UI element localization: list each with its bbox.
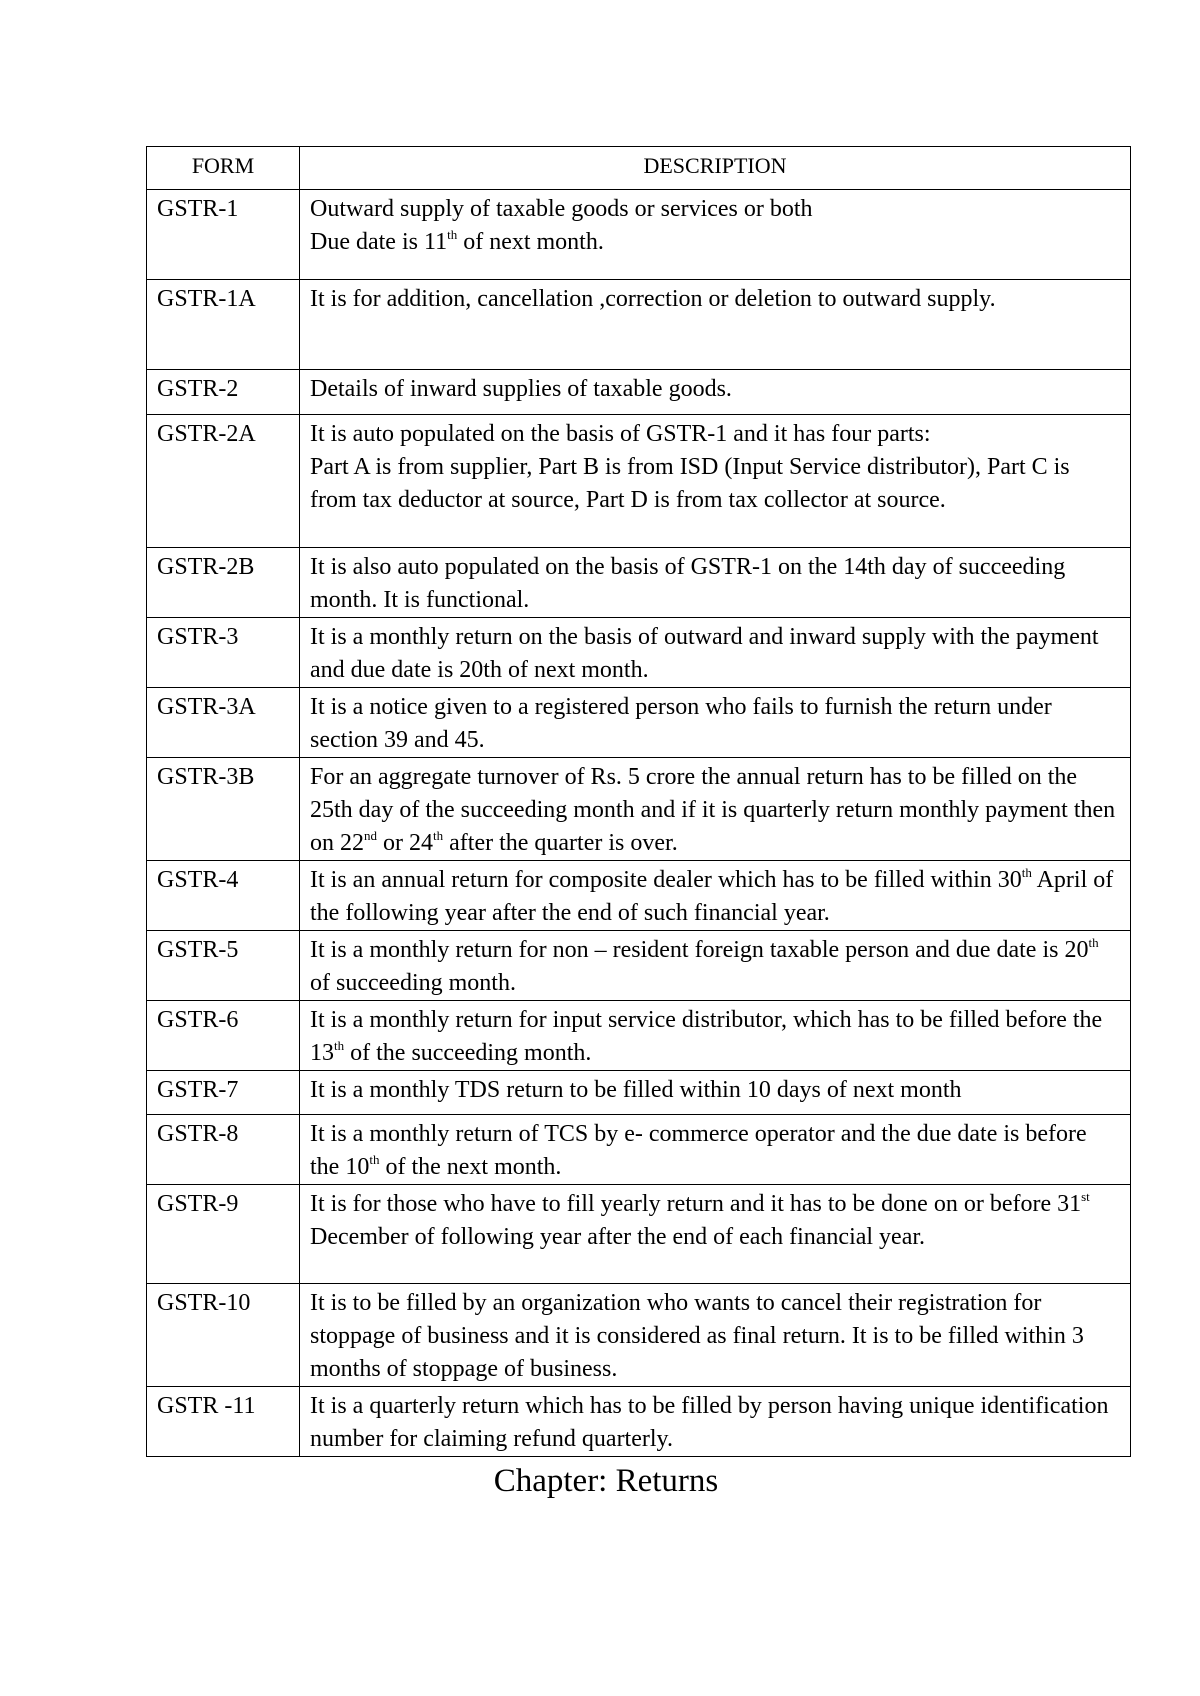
table-row	[147, 370, 1131, 415]
form-code-cell: GSTR-1	[147, 190, 300, 280]
description-line	[310, 1004, 1120, 1070]
description-text: It is a quarterly return which has to be filled by person having unique identification number for claiming refund quarterly.	[310, 1393, 1109, 1452]
description-line	[310, 1074, 1120, 1107]
form-column-header: FORM	[147, 147, 300, 190]
form-code-cell: GSTR-3A	[147, 688, 300, 758]
description-cell	[300, 1071, 1131, 1115]
table-row	[147, 280, 1131, 370]
description-text: It is also auto populated on the basis of GSTR-1 on the 14th day of succeeding month. It is functional.	[310, 554, 1066, 613]
description-line	[310, 1287, 1120, 1386]
description-cell	[300, 548, 1131, 618]
form-code-cell: GSTR-4	[147, 861, 300, 931]
table-body	[147, 190, 1131, 1457]
description-line	[310, 418, 1120, 451]
description-text: April of the following year after the end of such financial year.	[310, 867, 1114, 926]
gst-returns-table	[146, 146, 1131, 1457]
description-text: Outward supply of taxable goods or services or both	[310, 196, 813, 222]
description-text: Due date is 11	[310, 229, 448, 255]
table-row	[147, 1115, 1131, 1185]
description-text: It is for addition, cancellation ,correction or deletion to outward supply.	[310, 286, 996, 312]
description-line	[310, 1188, 1120, 1254]
table-row	[147, 1071, 1131, 1115]
ordinal-superscript: th	[334, 1038, 345, 1053]
table-row	[147, 758, 1131, 861]
table-row	[147, 190, 1131, 280]
description-cell	[300, 1387, 1131, 1457]
ordinal-superscript: th	[1021, 865, 1032, 880]
ordinal-superscript: th	[447, 227, 458, 242]
table-row	[147, 861, 1131, 931]
form-code-cell: GSTR-7	[147, 1071, 300, 1115]
form-code-cell: GSTR-5	[147, 931, 300, 1001]
description-text: For an aggregate turnover of Rs. 5 crore the annual return has to be filled on the 25th day of the succeeding month and if it is quarterly return monthly payment then on 22	[310, 764, 1116, 856]
description-line	[310, 761, 1120, 860]
form-code-cell: GSTR-1A	[147, 280, 300, 370]
description-text: of next month.	[457, 229, 604, 255]
table-header-row	[147, 147, 1131, 190]
description-text: It is a monthly return on the basis of outward and inward supply with the payment and due date is 20th of next month.	[310, 624, 1099, 683]
form-code-cell: GSTR-10	[147, 1284, 300, 1387]
description-line	[310, 934, 1120, 1000]
ordinal-superscript: th	[433, 828, 444, 843]
description-text: or 24	[377, 830, 433, 856]
description-line	[310, 864, 1120, 930]
description-text: Part A is from supplier, Part B is from ISD (Input Service distributor), Part C is from tax deductor at source, Part D is from tax collector at source.	[310, 454, 1070, 513]
description-cell	[300, 415, 1131, 548]
table-row	[147, 1185, 1131, 1284]
table-row	[147, 1001, 1131, 1071]
description-line	[310, 193, 1120, 226]
description-text: It is a monthly return for non – resident foreign taxable person and due date is 20	[310, 937, 1089, 963]
description-line	[310, 451, 1120, 517]
form-code-cell: GSTR-2B	[147, 548, 300, 618]
description-text: It is for those who have to fill yearly return and it has to be done on or before 31	[310, 1191, 1082, 1217]
description-line	[310, 283, 1120, 316]
description-cell	[300, 280, 1131, 370]
description-cell	[300, 931, 1131, 1001]
form-code-cell: GSTR-3B	[147, 758, 300, 861]
form-code-cell: GSTR-6	[147, 1001, 300, 1071]
form-code-cell: GSTR-3	[147, 618, 300, 688]
description-text: of succeeding month.	[310, 970, 516, 996]
description-line	[310, 1390, 1120, 1456]
form-code-cell: GSTR-2	[147, 370, 300, 415]
description-text: after the quarter is over.	[443, 830, 678, 856]
table-row	[147, 618, 1131, 688]
description-cell	[300, 861, 1131, 931]
description-cell	[300, 1185, 1131, 1284]
description-text: It is a monthly return for input service distributor, which has to be filled before the 13	[310, 1007, 1103, 1066]
description-text: It is a monthly return of TCS by e- commerce operator and the due date is before the 10	[310, 1121, 1087, 1180]
description-text: It is to be filled by an organization who wants to cancel their registration for stoppage of business and it is considered as final return. It is to be filled within 3 months of stoppage of business.	[310, 1290, 1084, 1382]
table-row	[147, 415, 1131, 548]
description-cell	[300, 370, 1131, 415]
form-code-cell: GSTR-2A	[147, 415, 300, 548]
description-line	[310, 621, 1120, 687]
description-line	[310, 373, 1120, 406]
description-text: It is an annual return for composite dealer which has to be filled within 30	[310, 867, 1022, 893]
description-line	[310, 551, 1120, 617]
table-row	[147, 931, 1131, 1001]
description-cell	[300, 190, 1131, 280]
ordinal-superscript: th	[1088, 935, 1099, 950]
form-code-cell: GSTR -11	[147, 1387, 300, 1457]
table-row	[147, 1387, 1131, 1457]
description-line	[310, 1118, 1120, 1184]
description-line	[310, 226, 1120, 259]
table-row	[147, 548, 1131, 618]
description-text: It is a notice given to a registered person who fails to furnish the return under section 39 and 45.	[310, 694, 1052, 753]
ordinal-superscript: th	[369, 1152, 380, 1167]
description-text: It is a monthly TDS return to be filled within 10 days of next month	[310, 1077, 962, 1103]
description-text: December of following year after the end of each financial year.	[310, 1224, 926, 1250]
ordinal-superscript: nd	[364, 828, 377, 843]
form-code-cell: GSTR-8	[147, 1115, 300, 1185]
description-cell	[300, 1115, 1131, 1185]
description-text: of the next month.	[379, 1154, 562, 1180]
description-line	[310, 691, 1120, 757]
description-text: Details of inward supplies of taxable goods.	[310, 376, 732, 402]
description-text: of the succeeding month.	[344, 1040, 592, 1066]
ordinal-superscript: st	[1081, 1189, 1090, 1204]
description-cell	[300, 618, 1131, 688]
table-row	[147, 688, 1131, 758]
description-cell	[300, 688, 1131, 758]
description-cell	[300, 758, 1131, 861]
description-column-header: DESCRIPTION	[300, 147, 1131, 190]
description-cell	[300, 1001, 1131, 1071]
description-cell	[300, 1284, 1131, 1387]
table-row	[147, 1284, 1131, 1387]
chapter-caption: Chapter: Returns	[493, 1463, 719, 1499]
description-text: It is auto populated on the basis of GSTR-1 and it has four parts:	[310, 421, 931, 447]
form-code-cell: GSTR-9	[147, 1185, 300, 1284]
